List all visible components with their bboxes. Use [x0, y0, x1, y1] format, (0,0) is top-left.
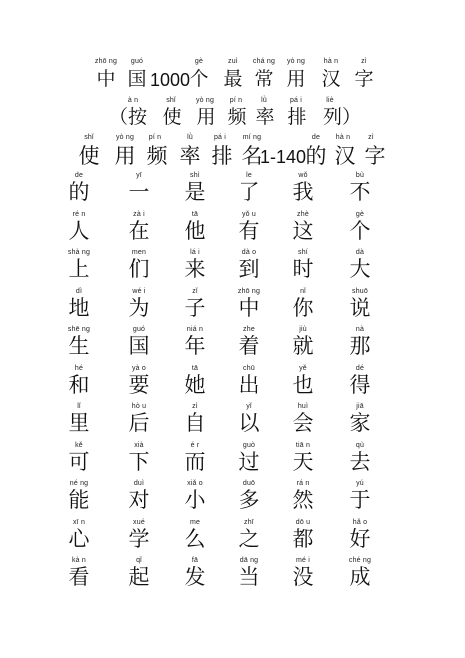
grid-pinyin: zǐ: [192, 287, 198, 295]
grid-pinyin: yě: [299, 364, 307, 372]
title-number: 1000: [150, 70, 191, 90]
grid-char: 那: [349, 334, 371, 358]
subtitle-char: 率: [255, 106, 275, 128]
grid-char: 出: [238, 372, 260, 397]
grid-char: 中: [238, 295, 260, 320]
grid-pinyin: men: [131, 249, 147, 256]
grid-pinyin: xiǎ o: [187, 480, 203, 487]
heading-char: 率: [179, 144, 201, 168]
grid-char: 就: [292, 334, 314, 358]
grid-char: 发: [184, 565, 206, 589]
grid-pinyin: shì: [190, 172, 200, 179]
grid-char: 上: [68, 257, 90, 281]
heading-pinyin: shǐ: [84, 134, 94, 141]
grid-pinyin: lǐ: [77, 403, 81, 410]
grid-pinyin: duō: [242, 480, 256, 487]
grid-pinyin: xué: [133, 518, 145, 526]
grid-pinyin: zì: [192, 403, 198, 410]
grid-char: 个: [349, 218, 371, 243]
heading-pinyin: yò ng: [115, 134, 135, 141]
heading-char: 频: [146, 144, 168, 168]
grid-pinyin: fā: [191, 557, 199, 564]
grid-pinyin: é r: [190, 441, 200, 449]
grid-char: 地: [68, 295, 90, 320]
title-char: 个: [189, 68, 209, 90]
grid-pinyin: nǐ: [300, 287, 306, 295]
grid-pinyin: wé i: [132, 287, 146, 295]
grid-char: 之: [238, 526, 260, 551]
title-pinyin: chá ng: [252, 58, 276, 65]
subtitle-char: 用: [196, 106, 216, 128]
grid-char: 有: [238, 218, 260, 243]
grid-pinyin: lá i: [190, 249, 200, 256]
grid-pinyin: shuō: [352, 287, 368, 295]
grid-char: 对: [128, 488, 150, 512]
grid-pinyin: tā: [191, 364, 199, 372]
grid-pinyin: kě: [75, 441, 83, 449]
grid-char: 当: [238, 565, 260, 589]
grid-pinyin: chū: [243, 364, 255, 372]
grid-pinyin: niá n: [186, 326, 204, 333]
title-pinyin: zhō ng: [94, 58, 118, 65]
grid-char: 家: [349, 411, 371, 435]
grid-pinyin: mé i: [295, 557, 311, 564]
heading-char: 使: [78, 144, 100, 168]
grid-pinyin: dō u: [295, 518, 311, 526]
grid-pinyin: gè: [355, 210, 365, 218]
grid-pinyin: yǐ: [246, 403, 252, 410]
grid-char: 小: [184, 488, 206, 512]
title-char: 最: [223, 68, 243, 90]
grid-char: 成: [349, 565, 371, 589]
subtitle-char: 使: [162, 106, 182, 128]
heading-char: 用: [114, 144, 136, 168]
grid-pinyin: shē ng: [67, 326, 91, 333]
heading-pinyin: pí n: [148, 134, 162, 141]
grid-pinyin: xī n: [72, 518, 86, 526]
grid-char: 是: [184, 180, 206, 204]
grid-char: 他: [184, 218, 206, 243]
grid-char: 得: [349, 372, 371, 397]
heading-char: 字: [364, 144, 386, 168]
grid-char: 自: [184, 411, 206, 435]
grid-pinyin: dì: [75, 287, 83, 295]
grid-char: 都: [292, 526, 314, 551]
grid-char: 们: [128, 257, 150, 281]
grid-char: 然: [292, 488, 314, 512]
title-char: 用: [286, 68, 306, 90]
grid-char: 子: [184, 295, 206, 320]
subtitle-pinyin: shǐ: [166, 97, 176, 104]
subtitle-pinyin: yò ng: [195, 97, 215, 104]
grid-pinyin: hò u: [131, 403, 147, 410]
grid-char: 人: [68, 218, 90, 243]
grid-char: 要: [128, 372, 150, 397]
grid-char: 到: [238, 257, 260, 281]
grid-char: 后: [128, 411, 150, 435]
grid-pinyin: hé: [74, 364, 84, 372]
grid-pinyin: dā ng: [239, 557, 259, 564]
grid-char: 里: [68, 411, 90, 435]
grid-char: 会: [292, 411, 314, 435]
grid-char: 没: [292, 565, 314, 589]
grid-char: 不: [349, 180, 371, 204]
grid-pinyin: né ng: [69, 480, 89, 487]
grid-char: 着: [238, 334, 260, 358]
heading-char: 排: [211, 144, 233, 168]
grid-char: 为: [128, 295, 150, 320]
grid-pinyin: ché ng: [348, 557, 372, 564]
heading-pinyin: mí ng: [242, 134, 262, 141]
grid-char: 么: [184, 526, 206, 551]
subtitle-char: 频: [227, 106, 247, 128]
grid-char: 一: [128, 180, 150, 204]
grid-char: 你: [292, 295, 314, 320]
grid-char: 时: [292, 257, 314, 281]
grid-pinyin: dé: [355, 364, 365, 372]
subtitle-pinyin: lǜ: [261, 97, 267, 104]
heading-char: 汉: [334, 144, 356, 168]
grid-pinyin: dà o: [241, 249, 257, 256]
subtitle-char: 列）: [322, 106, 361, 128]
grid-pinyin: le: [246, 172, 252, 179]
grid-char: 能: [68, 488, 90, 512]
grid-char: 说: [349, 295, 371, 320]
grid-char: 在: [128, 218, 150, 243]
heading-pinyin: pá i: [213, 134, 227, 141]
grid-char: 生: [68, 334, 90, 358]
subtitle-pinyin: liè: [326, 97, 334, 104]
grid-pinyin: bù: [355, 172, 365, 179]
grid-char: 也: [292, 372, 314, 397]
grid-pinyin: shà ng: [67, 249, 91, 256]
title-char: 汉: [321, 68, 341, 90]
heading-char: 的: [305, 144, 327, 168]
grid-char: 国: [128, 334, 150, 358]
grid-char: 好: [349, 526, 371, 551]
grid-pinyin: qù: [355, 441, 365, 449]
grid-pinyin: zhe: [243, 326, 255, 333]
subtitle-char: （按: [108, 106, 147, 128]
grid-pinyin: jiā: [356, 403, 364, 410]
grid-pinyin: rá n: [296, 480, 310, 487]
title-pinyin: zuì: [228, 58, 238, 65]
grid-char: 心: [68, 526, 90, 551]
heading-char: 名: [241, 144, 263, 168]
grid-pinyin: de: [74, 172, 84, 179]
grid-pinyin: yǒ u: [241, 210, 257, 218]
title-pinyin: gè: [194, 58, 204, 65]
grid-pinyin: zhè: [297, 210, 309, 218]
heading-pinyin: zì: [368, 134, 374, 141]
grid-pinyin: tā: [191, 210, 199, 218]
grid-char: 起: [128, 565, 150, 589]
grid-pinyin: hǎ o: [352, 518, 368, 526]
grid-char: 她: [184, 372, 206, 397]
title-char: 字: [354, 68, 374, 90]
grid-pinyin: duì: [133, 480, 145, 487]
grid-pinyin: me: [189, 518, 201, 526]
grid-char: 于: [349, 488, 371, 512]
grid-char: 而: [184, 449, 206, 474]
grid-char: 以: [238, 411, 260, 435]
grid-pinyin: dà: [355, 249, 365, 256]
grid-char: 学: [128, 526, 150, 551]
heading-pinyin: hà n: [335, 134, 351, 141]
grid-pinyin: zhō ng: [237, 287, 261, 295]
grid-char: 大: [349, 257, 371, 281]
grid-pinyin: huì: [297, 403, 309, 410]
grid-pinyin: shí: [298, 249, 308, 256]
grid-char: 过: [238, 449, 260, 474]
grid-pinyin: kà n: [71, 557, 87, 564]
title-pinyin: yò ng: [286, 58, 306, 65]
title-char: 中: [96, 68, 116, 90]
grid-pinyin: wǒ: [298, 172, 308, 179]
grid-pinyin: yī: [136, 172, 142, 179]
subtitle-pinyin: à n: [127, 97, 139, 104]
grid-char: 天: [292, 449, 314, 474]
grid-pinyin: zà i: [133, 210, 145, 218]
grid-char: 看: [68, 565, 90, 589]
grid-pinyin: qǐ: [136, 557, 142, 564]
grid-pinyin: yú: [356, 480, 364, 487]
title-pinyin: zì: [361, 58, 367, 65]
grid-char: 的: [68, 180, 90, 204]
title-char: 常: [254, 68, 274, 90]
grid-char: 年: [184, 334, 206, 358]
grid-pinyin: tiā n: [295, 441, 311, 449]
grid-pinyin: jiù: [299, 326, 307, 333]
grid-char: 来: [184, 257, 206, 281]
grid-char: 了: [238, 180, 260, 204]
heading-pinyin: lǜ: [187, 134, 193, 141]
grid-pinyin: zhī: [244, 518, 254, 526]
grid-char: 我: [292, 180, 314, 204]
grid-char: 下: [128, 449, 150, 474]
grid-char: 可: [68, 449, 90, 474]
subtitle-char: 排: [287, 106, 307, 128]
subtitle-pinyin: pá i: [289, 97, 303, 104]
grid-pinyin: guò: [242, 441, 256, 449]
heading-pinyin: de: [311, 134, 321, 141]
grid-char: 多: [238, 488, 260, 512]
grid-pinyin: nà: [355, 326, 365, 333]
title-pinyin: guó: [130, 58, 144, 65]
grid-pinyin: ré n: [72, 210, 86, 218]
heading-range: 1-140: [260, 147, 307, 167]
subtitle-pinyin: pí n: [229, 97, 243, 104]
title-pinyin: hà n: [323, 58, 339, 65]
grid-char: 和: [68, 372, 90, 397]
grid-pinyin: xià: [134, 441, 144, 449]
grid-pinyin: yà o: [131, 364, 147, 372]
grid-char: 去: [349, 449, 371, 474]
grid-pinyin: guó: [132, 326, 146, 333]
grid-char: 这: [292, 218, 314, 243]
title-char: 国: [127, 68, 147, 90]
